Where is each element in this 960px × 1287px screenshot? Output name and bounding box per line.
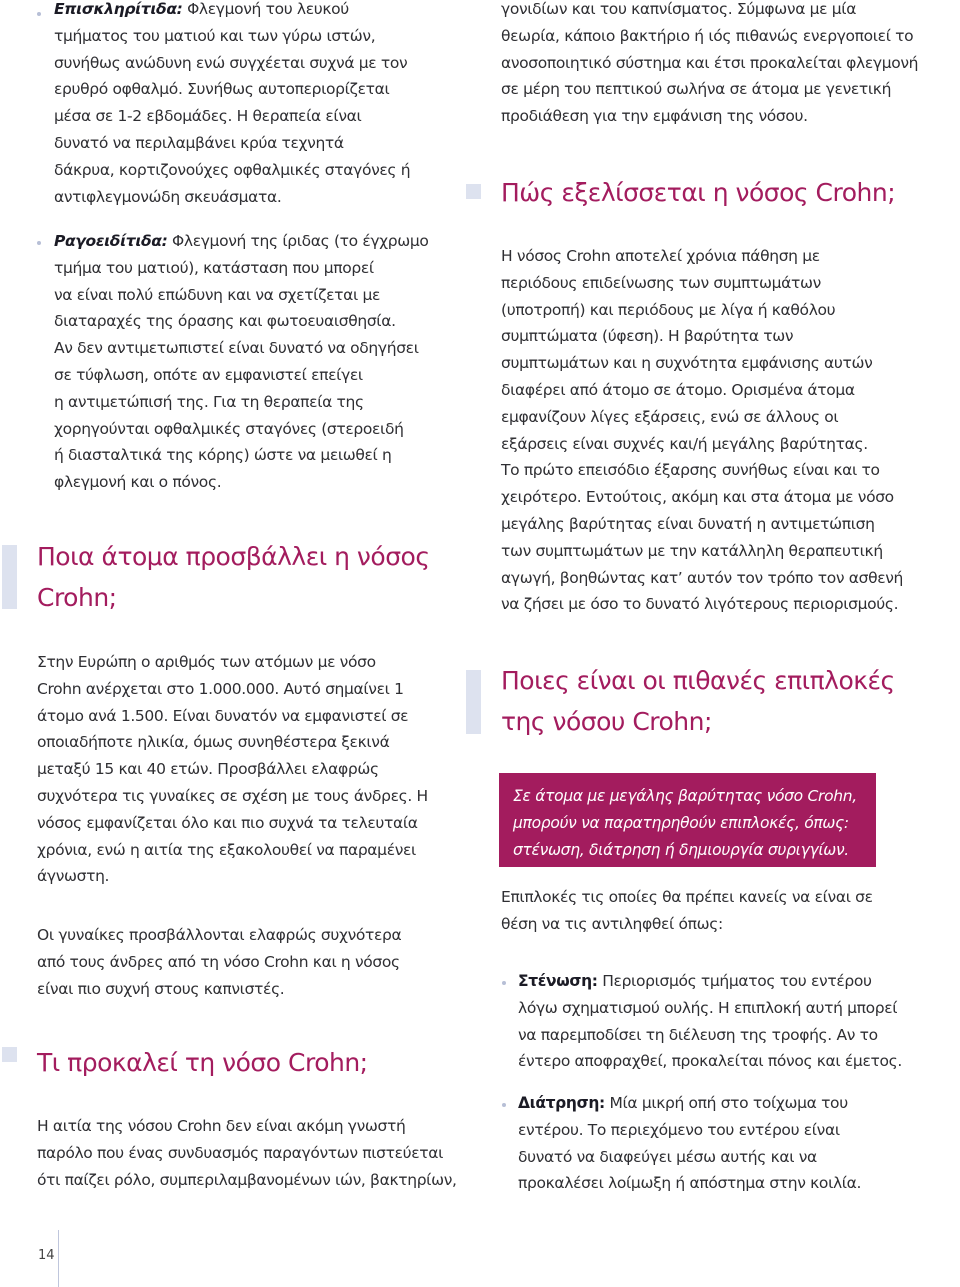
callout-line: στένωση, διάτρηση ή δημιουργία συριγγίων. [513, 841, 849, 859]
text-line: συνήθως ανώδυνη ενώ συγχέεται συχνά με τον [54, 53, 408, 72]
page-number: 14 [38, 1248, 55, 1263]
text-line: προκαλέσει λοίμωξη ή απόστημα στην κοιλία. [518, 1174, 862, 1193]
text-line: έντερο αποφραχθεί, προκαλείται πόνος και έμετος. [518, 1052, 902, 1071]
page-number-divider [58, 1230, 59, 1287]
text-line: ανοσοποιητικό σύστημα και έτσι προκαλείται φλεγμονή [501, 53, 919, 72]
text-line: εξάρσεις είναι συχνές και/ή μεγάλης βαρύτητας. [501, 434, 868, 453]
text-line: (υποτροπή) και περιόδους με λίγα ή καθόλου [501, 300, 836, 319]
text-line: συμπτωμάτων και η συχνότητα εμφάνισης αυτών [501, 354, 873, 373]
text-line: αγωγή, βοηθώντας κατ’ αυτόν τον τρόπο τον ασθενή [501, 568, 904, 587]
cause-paragraph-continued [501, 0, 918, 130]
text-line: λόγω σχηματισμού ουλής. Η επιπλοκή αυτή μπορεί [518, 998, 898, 1017]
text-line: Φλεγμονή του λευκού [187, 0, 349, 18]
text-line: να παρεμποδίσει τη διέλευση της τροφής. Αν το [518, 1025, 878, 1044]
callout-line: μπορούν να παρατηρηθούν επιπλοκές, όπως: [513, 814, 849, 832]
text-line: περιόδους επιδείνωσης των συμπτωμάτων [501, 273, 821, 292]
text-line: Η αιτία της νόσου Crohn δεν είναι ακόμη γνωστή [37, 1117, 406, 1135]
perforation-paragraph [518, 1090, 861, 1197]
who-paragraph-2 [37, 922, 401, 1002]
episcleritis-paragraph [54, 0, 410, 210]
text-line: οποιαδήποτε ηλικία, όμως συνηθέστερα ξεκινά [37, 733, 390, 752]
text-line: διαταραχές της όρασης και φωτοευαισθησία. [54, 312, 396, 331]
text-line: σε τύφλωση, οπότε αν εμφανιστεί επείγει [54, 365, 363, 384]
text-line: δάκρυα, κορτιζονούχες οφθαλμικές σταγόνες ή [54, 160, 411, 179]
text-line: εμφανίζουν λίγες εξάρσεις, ενώ σε άλλους οι [501, 407, 839, 426]
bullet-marker-uveitis [37, 241, 41, 245]
text-line: να ζήσει με όσο το δυνατό λιγότερους περιορισμούς. [501, 595, 899, 614]
uveitis-term: Ραγοειδίτιδα: [54, 232, 168, 250]
episcleritis-term: Επισκληρίτιδα: [54, 0, 183, 18]
section-marker-cause [2, 1047, 17, 1062]
text-line: Στην Ευρώπη ο αριθμός των ατόμων με νόσο [37, 653, 376, 671]
text-line: άτομο ανά 1.500. Είναι δυνατόν να εμφανιστεί σε [37, 706, 409, 725]
text-line: Αν δεν αντιμετωπιστεί είναι δυνατό να οδηγήσει [54, 339, 419, 358]
heading-line: Ποια άτομα προσβάλλει η νόσος [37, 542, 430, 571]
heading-line: Ποιες είναι οι πιθανές επιπλοκές [501, 666, 895, 695]
text-line: προδιάθεση για την εμφάνιση της νόσου. [501, 107, 808, 126]
text-line: Μία μικρή οπή στο τοίχωμα του [609, 1094, 848, 1112]
heading-who-is-affected-text [37, 536, 430, 618]
bullet-marker-stenosis [502, 981, 506, 985]
cause-paragraph [37, 1113, 457, 1193]
text-line: άγνωστη. [37, 867, 110, 886]
text-line: ερυθρό οφθαλμό. Συνήθως αυτοπεριορίζεται [54, 80, 390, 99]
text-line: παρόλο που ένας συνδυασμός παραγόντων πιστεύεται [37, 1143, 444, 1162]
text-line: φλεγμονή και ο πόνος. [54, 473, 222, 492]
complications-callout [499, 773, 876, 867]
bullet-marker-perforation [502, 1103, 506, 1107]
text-line: δυνατό να διαφεύγει μέσω αυτής και να [518, 1147, 817, 1166]
text-line: θεωρία, κάποιο βακτήριο ή ιός πιθανώς ενεργοποιεί το [501, 26, 914, 45]
text-line: μεγάλης βαρύτητας είναι δυνατή η αντιμετώπιση [501, 514, 875, 533]
text-line: Επιπλοκές τις οποίες θα πρέπει κανείς να είναι σε [501, 888, 873, 906]
section-marker-complications [466, 670, 481, 734]
text-line: δυνατό να περιλαμβάνει κρύα τεχνητά [54, 133, 344, 152]
text-line: Οι γυναίκες προσβάλλονται ελαφρώς συχνότερα [37, 926, 402, 944]
text-line: από τους άνδρες από τη νόσο Crohn και η νόσος [37, 952, 400, 971]
text-line: σε μέρη του πεπτικού σωλήνα σε άτομα με γενετική [501, 80, 892, 99]
section-marker-progress [466, 184, 481, 199]
text-line: Η νόσος Crohn αποτελεί χρόνια πάθηση με [501, 247, 820, 265]
who-paragraph-1 [37, 649, 428, 890]
text-line: ότι παίζει ρόλο, συμπεριλαμβανομένων ιών, βακτηρίων, [37, 1170, 457, 1189]
text-line: είναι πιο συχνή στους καπνιστές. [37, 979, 285, 998]
text-line: συμπτώματα (ύφεση). Η βαρύτητα των [501, 327, 794, 346]
text-line: να είναι πολύ επώδυνη και να σχετίζεται με [54, 285, 381, 304]
stenosis-paragraph [518, 968, 902, 1075]
complications-intro [501, 884, 873, 938]
text-line: μέσα σε 1-2 εβδομάδες. Η θεραπεία είναι [54, 107, 362, 126]
text-line: των συμπτωμάτων με την κατάλληλη θεραπευτική [501, 541, 883, 560]
text-line: η αντιμετώπισή της. Για τη θεραπεία της [54, 392, 364, 411]
text-line: ή διασταλτικά της κόρης) ώστε να μειωθεί η [54, 446, 392, 465]
heading-complications [501, 660, 895, 742]
text-line: συχνότερα τις γυναίκες σε σχέση με τους άνδρες. Η [37, 786, 428, 805]
heading-line: της νόσου Crohn; [501, 707, 712, 736]
text-line: Το πρώτο επεισόδιο έξαρσης συνήθως είναι και το [501, 461, 880, 480]
stenosis-term: Στένωση: [518, 972, 598, 990]
perforation-term: Διάτρηση: [518, 1094, 605, 1112]
bullet-marker-episcleritis [37, 12, 41, 16]
heading-how-progresses: Πώς εξελίσσεται η νόσος Crohn; [501, 178, 896, 207]
text-line: αντιφλεγμονώδη σκευάσματα. [54, 187, 282, 206]
text-line: Φλεγμονή της ίριδας (το έγχρωμο [172, 232, 429, 250]
uveitis-paragraph [54, 228, 429, 496]
progress-paragraph [501, 243, 903, 618]
text-line: τμήμα του ματιού), κατάσταση που μπορεί [54, 258, 374, 277]
callout-line: Σε άτομα με μεγάλης βαρύτητας νόσο Crohn, [513, 787, 857, 805]
text-line: θέση να τις αντιληφθεί όπως: [501, 914, 723, 933]
text-line: Crohn ανέρχεται στο 1.000.000. Αυτό σημαίνει 1 [37, 679, 404, 698]
text-line: νόσος εμφανίζεται όλο και πιο συχνά τα τελευταία [37, 813, 418, 832]
text-line: εντέρου. Το περιεχόμενο του εντέρου είναι [518, 1120, 840, 1139]
text-line: Περιορισμός τμήματος του εντέρου [602, 972, 872, 990]
text-line: γονιδίων και του καπνίσματος. Σύμφωνα με μία [501, 0, 857, 18]
text-line: διαφέρει από άτομο σε άτομο. Ορισμένα άτομα [501, 380, 855, 399]
section-marker-who [2, 545, 17, 609]
heading-line: Crohn; [37, 583, 117, 612]
text-line: μεταξύ 15 και 40 ετών. Προσβάλλει ελαφρώς [37, 760, 379, 779]
text-line: χορηγούνται οφθαλμικές σταγόνες (στεροειδή [54, 419, 404, 438]
text-line: τμήματος του ματιού και των γύρω ιστών, [54, 26, 376, 45]
text-line: χρόνια, ενώ η αιτία της εξακολουθεί να παραμένει [37, 840, 416, 859]
heading-what-causes: Τι προκαλεί τη νόσο Crohn; [37, 1048, 368, 1077]
text-line: χειρότερο. Εντούτοις, ακόμη και στα άτομα με νόσο [501, 488, 894, 507]
